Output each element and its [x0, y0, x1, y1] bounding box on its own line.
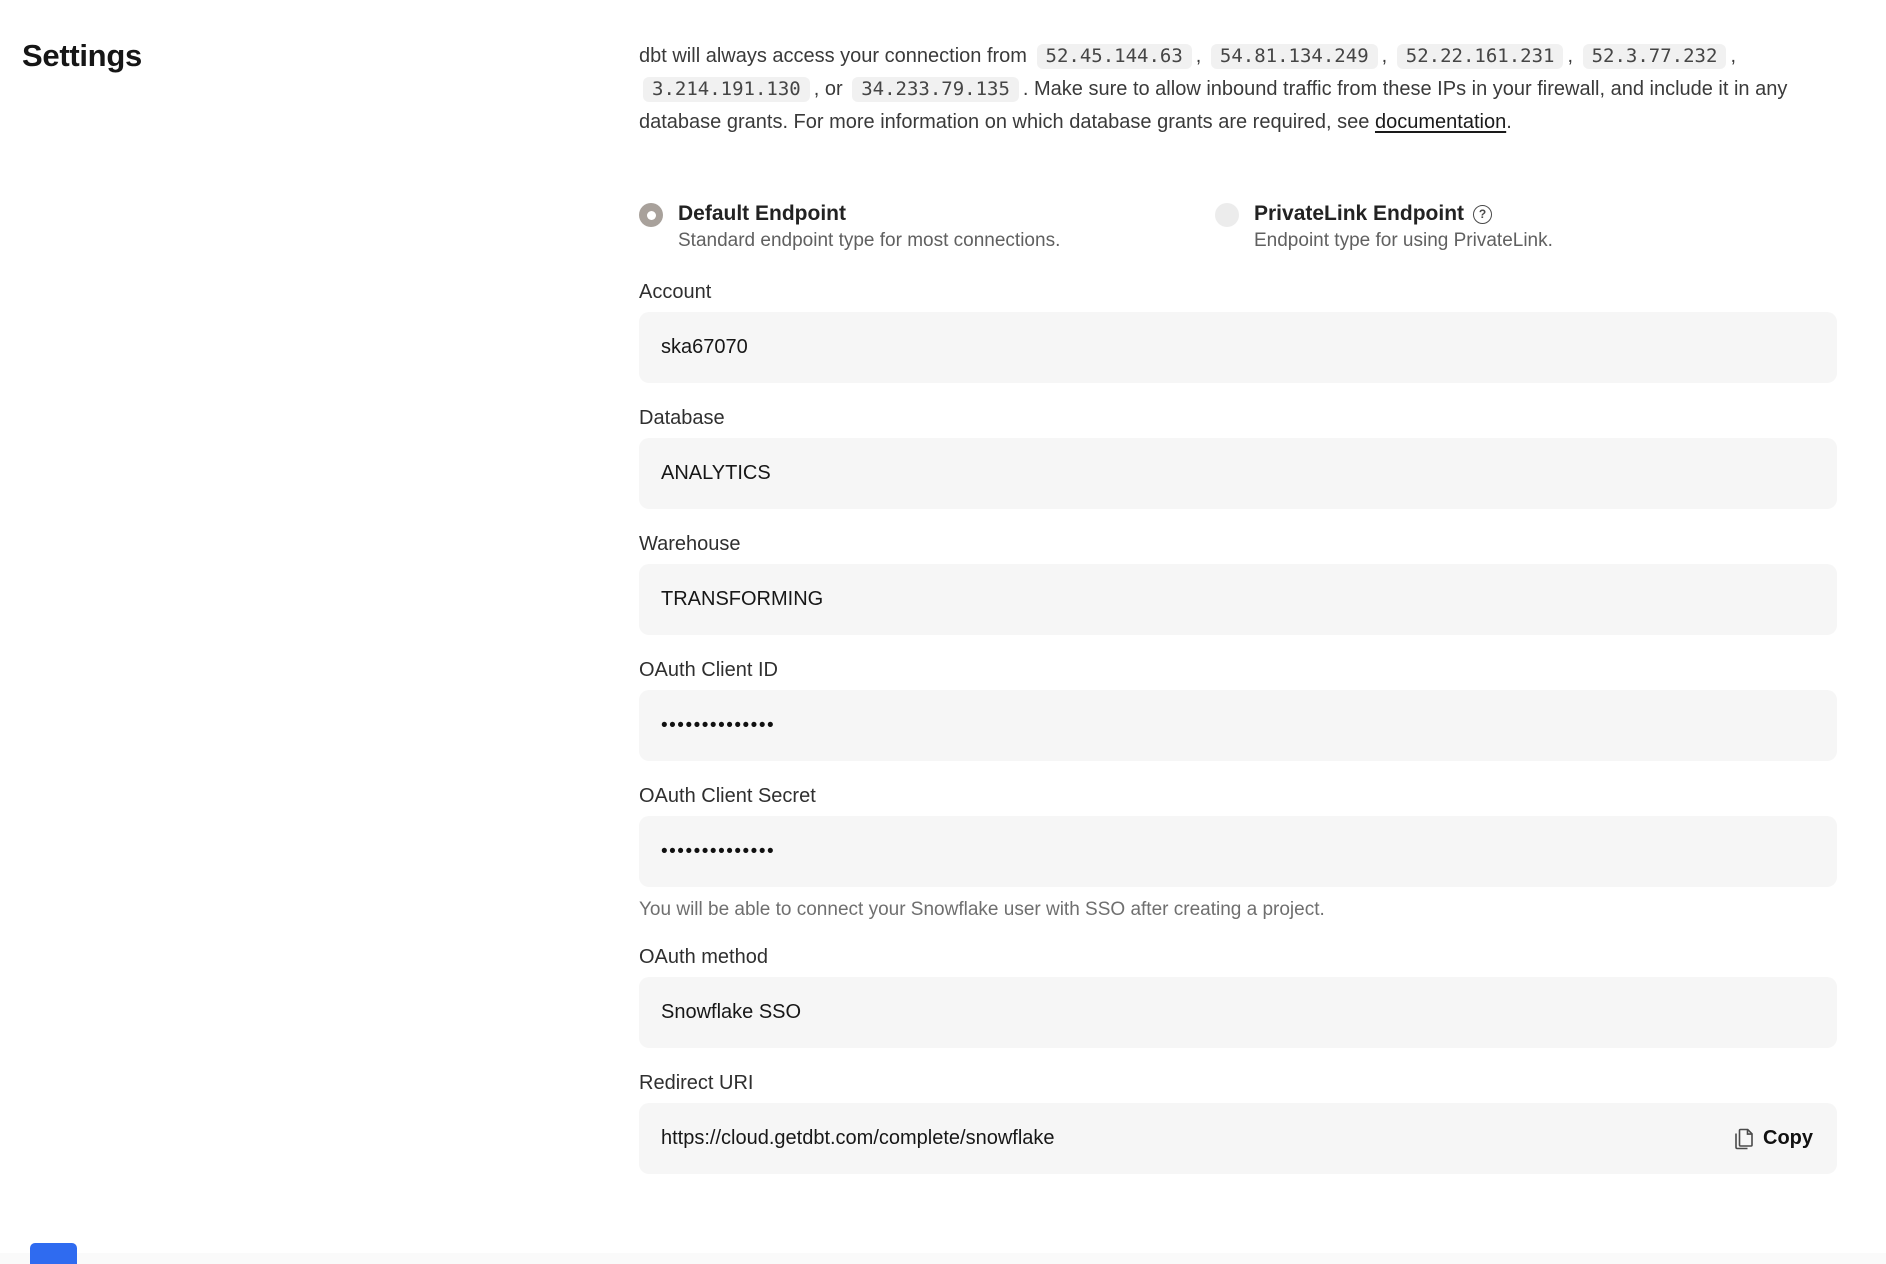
- warehouse-value: TRANSFORMING: [661, 588, 824, 610]
- default-endpoint-description: Standard endpoint type for most connections.: [678, 230, 1061, 251]
- redirect-uri-input: [639, 1103, 1837, 1174]
- oauth-client-secret-masked-value: ••••••••••••••: [661, 840, 776, 862]
- database-label: Database: [639, 407, 725, 429]
- endpoint-type-radio-group: [639, 200, 1837, 254]
- copy-button-label: Copy: [1763, 1127, 1813, 1149]
- radio-unselected-icon[interactable]: [1215, 203, 1239, 227]
- oauth-client-id-field-group: [639, 658, 1837, 761]
- separator: ,: [1195, 45, 1202, 67]
- ip-address-pill: 54.81.134.249: [1211, 44, 1378, 69]
- separator: ,: [1730, 45, 1737, 67]
- documentation-link[interactable]: documentation: [1374, 111, 1507, 133]
- ip-address-pill: 52.45.144.63: [1037, 44, 1192, 69]
- database-field-group: [639, 406, 1837, 509]
- period: .: [1506, 111, 1512, 133]
- copy-icon: [1734, 1128, 1754, 1150]
- account-label: Account: [639, 281, 712, 303]
- account-field-group: [639, 280, 1837, 383]
- page-title: Settings: [22, 38, 142, 73]
- ip-allowlist-note: [639, 40, 1837, 139]
- separator: ,: [1567, 45, 1574, 67]
- redirect-uri-field-group: [639, 1071, 1837, 1174]
- oauth-client-id-input[interactable]: [639, 690, 1837, 761]
- copy-button[interactable]: [1732, 1127, 1815, 1150]
- partial-blue-button[interactable]: [30, 1243, 77, 1264]
- oauth-method-value: Snowflake SSO: [661, 1001, 802, 1023]
- oauth-method-label: OAuth method: [639, 946, 768, 968]
- oauth-client-id-masked-value: ••••••••••••••: [661, 714, 776, 736]
- privatelink-endpoint-label: PrivateLink Endpoint: [1254, 202, 1465, 225]
- ip-address-pill: 3.214.191.130: [643, 77, 810, 102]
- privatelink-endpoint-description: Endpoint type for using PrivateLink.: [1254, 230, 1553, 251]
- sso-helper-text: You will be able to connect your Snowflake user with SSO after creating a project.: [639, 899, 1325, 920]
- separator-or: , or: [813, 78, 843, 100]
- intro-tail-text: . Make sure to allow inbound traffic from these IPs in your firewall, and include it in any database grants. For more information on which database grants are required, see: [639, 78, 1788, 133]
- bottom-scroll-edge: [0, 1253, 1886, 1264]
- database-input[interactable]: [639, 438, 1837, 509]
- database-value: ANALYTICS: [661, 462, 771, 484]
- help-icon[interactable]: ?: [1473, 205, 1492, 224]
- radio-selected-icon[interactable]: [639, 203, 663, 227]
- account-input[interactable]: [639, 312, 1837, 383]
- redirect-uri-label: Redirect URI: [639, 1072, 754, 1094]
- oauth-client-secret-label: OAuth Client Secret: [639, 785, 816, 807]
- warehouse-field-group: [639, 532, 1837, 635]
- oauth-client-secret-field-group: [639, 784, 1837, 922]
- radio-option-default-endpoint[interactable]: [639, 200, 1215, 254]
- radio-option-privatelink-endpoint[interactable]: [1215, 200, 1553, 254]
- ip-address-pill: 52.22.161.231: [1397, 44, 1564, 69]
- ip-address-pill: 34.233.79.135: [852, 77, 1019, 102]
- separator: ,: [1381, 45, 1388, 67]
- oauth-method-field-group: [639, 945, 1837, 1048]
- redirect-uri-value: https://cloud.getdbt.com/complete/snowflake: [661, 1127, 1055, 1149]
- account-value: ska67070: [661, 336, 748, 358]
- warehouse-label: Warehouse: [639, 533, 741, 555]
- intro-lead-text: dbt will always access your connection from: [639, 45, 1027, 67]
- oauth-client-id-label: OAuth Client ID: [639, 659, 778, 681]
- settings-content: [639, 0, 1837, 1197]
- oauth-client-secret-input[interactable]: [639, 816, 1837, 887]
- ip-address-pill: 52.3.77.232: [1583, 44, 1727, 69]
- default-endpoint-label: Default Endpoint: [678, 202, 846, 225]
- warehouse-input[interactable]: [639, 564, 1837, 635]
- connection-settings-form: [639, 280, 1837, 1174]
- oauth-method-input[interactable]: [639, 977, 1837, 1048]
